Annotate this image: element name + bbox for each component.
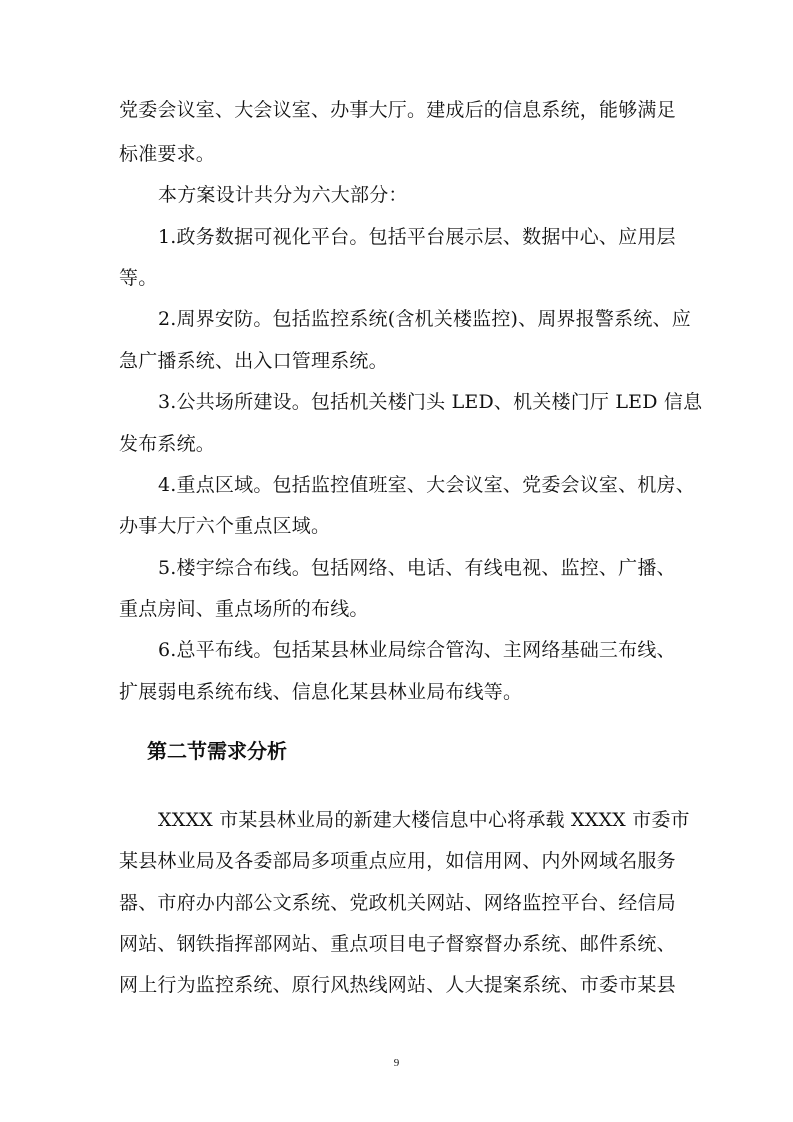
list-item-4-line-2: 办事大厅六个重点区域。 (119, 515, 331, 537)
analysis-line-4: 网站、钢铁指挥部网站、重点项目电子督察督办系统、邮件系统、 (119, 933, 676, 955)
intro-paragraph-line-1: 党委会议室、大会议室、办事大厅。建成后的信息系统，能够满足 (119, 99, 676, 121)
list-item-2-line-1: 2.周界安防。包括监控系统(含机关楼监控)、周界报警系统、应 (158, 308, 691, 330)
analysis-line-2: 某县林业局及各委部局多项重点应用，如信用网、内外网域名服务 (119, 850, 676, 872)
list-item-2-line-2: 急广播系统、出入口管理系统。 (119, 350, 388, 372)
list-item-1-line-2: 等。 (119, 267, 158, 289)
list-item-1-line-1: 1.政务数据可视化平台。包括平台展示层、数据中心、应用层 (158, 226, 676, 248)
list-item-6-line-2: 扩展弱电系统布线、信息化某县林业局布线等。 (119, 681, 523, 703)
list-item-3-line-2: 发布系统。 (119, 433, 216, 455)
analysis-line-5: 网上行为监控系统、原行风热线网站、人大提案系统、市委市某县 (119, 974, 676, 996)
analysis-line-3: 器、市府办内部公文系统、党政机关网站、网络监控平台、经信局 (119, 892, 676, 914)
list-item-5-line-1: 5.楼宇综合布线。包括网络、电话、有线电视、监控、广播、 (158, 557, 676, 579)
analysis-line-1: XXXX 市某县林业局的新建大楼信息中心将承载 XXXX 市委市 (158, 809, 690, 831)
list-item-4-line-1: 4.重点区域。包括监控值班室、大会议室、党委会议室、机房、 (158, 474, 695, 496)
intro-paragraph-line-2: 标准要求。 (119, 143, 216, 165)
section-heading: 第二节需求分析 (147, 739, 287, 763)
list-item-5-line-2: 重点房间、重点场所的布线。 (119, 598, 369, 620)
list-item-6-line-1: 6.总平布线。包括某县林业局综合管沟、主网络基础三布线、 (158, 639, 676, 661)
list-item-3-line-1: 3.公共场所建设。包括机关楼门头 LED、机关楼门厅 LED 信息 (158, 391, 703, 413)
page-number: 9 (393, 1057, 400, 1069)
plan-intro: 本方案设计共分为六大部分： (158, 184, 408, 206)
